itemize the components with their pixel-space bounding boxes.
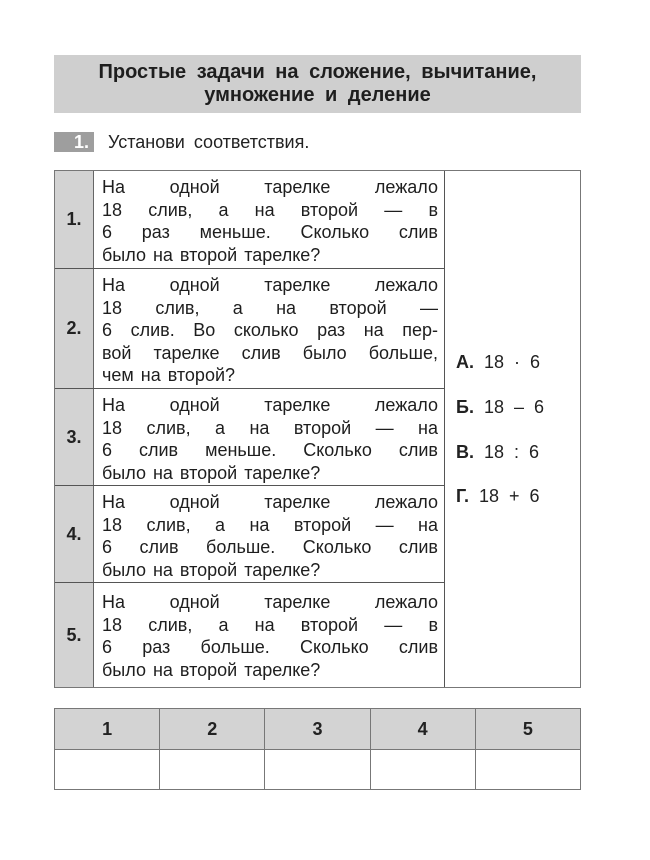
text-line: 18 слив, а на второй — на	[102, 417, 438, 438]
text-line: 18 слив, а на второй — в	[102, 199, 438, 220]
text-line: было на второй тарелке?	[102, 659, 321, 680]
problem-row-4	[55, 486, 444, 583]
problem-number: 3.	[55, 389, 94, 485]
text-line: 6 слив меньше. Сколько слив	[102, 440, 438, 460]
answer-input-row	[55, 750, 581, 790]
text-line: было на второй тарелке?	[102, 462, 321, 483]
problem-row-3	[55, 389, 444, 486]
option-v	[456, 442, 539, 463]
problem-row-1	[55, 171, 444, 269]
text-line: вой тарелке слив было больше,	[102, 342, 438, 363]
answer-header-1: 1	[55, 709, 160, 750]
answer-cell-3[interactable]	[265, 750, 370, 790]
answer-cell-4[interactable]	[370, 750, 475, 790]
answer-header-4: 4	[370, 709, 475, 750]
answer-cell-2[interactable]	[160, 750, 265, 790]
task-header	[54, 131, 309, 153]
answer-header-row	[55, 709, 581, 750]
problem-number: 2.	[55, 269, 94, 388]
option-g	[456, 486, 540, 507]
text-line: 18 слив, а на второй —	[102, 297, 438, 318]
title-line-1: Простые задачи на сложение, вычитание,	[98, 61, 537, 83]
text-line: На одной тарелке лежало	[102, 275, 438, 295]
problem-list	[55, 171, 444, 687]
answer-header-5: 5	[475, 709, 580, 750]
task-instruction: Установи соответствия.	[108, 131, 310, 152]
answer-cell-5[interactable]	[475, 750, 580, 790]
text-line: На одной тарелке лежало	[102, 592, 438, 612]
answer-header-3: 3	[265, 709, 370, 750]
problem-row-2	[55, 269, 444, 389]
problem-number: 4.	[55, 486, 94, 582]
text-line: На одной тарелке лежало	[102, 492, 438, 512]
text-line: чем на второй?	[102, 365, 236, 385]
text-line: 18 слив, а на второй — в	[102, 614, 438, 635]
text-line: 18 слив, а на второй — на	[102, 514, 438, 535]
text-line: было на второй тарелке?	[102, 559, 321, 580]
option-letter: В.	[456, 442, 474, 462]
problem-number: 5.	[55, 583, 94, 687]
option-expression: 18 : 6	[484, 442, 540, 462]
answer-header-2: 2	[160, 709, 265, 750]
problem-text	[94, 486, 444, 582]
option-b	[456, 397, 544, 418]
title-line-2: умножение и деление	[204, 84, 431, 106]
problem-text	[94, 269, 444, 388]
text-line: было на второй тарелке?	[102, 244, 321, 265]
section-title	[54, 55, 581, 113]
problem-text	[94, 171, 444, 268]
problem-number: 1.	[55, 171, 94, 268]
option-letter: А.	[456, 352, 474, 372]
text-line: 6 слив больше. Сколько слив	[102, 537, 438, 557]
option-letter: Г.	[456, 486, 469, 506]
text-line: 6 раз больше. Сколько слив	[102, 637, 438, 657]
answer-cell-1[interactable]	[55, 750, 160, 790]
task-number-badge: 1.	[54, 132, 94, 152]
text-line: На одной тарелке лежало	[102, 395, 438, 415]
matching-table	[54, 170, 581, 688]
option-expression: 18 + 6	[478, 486, 540, 506]
problem-text	[94, 583, 444, 687]
option-expression: 18 · 6	[484, 352, 541, 372]
answer-table	[54, 708, 581, 790]
text-line: 6 раз меньше. Сколько слив	[102, 222, 438, 242]
text-line: На одной тарелке лежало	[102, 177, 438, 197]
option-a	[456, 352, 540, 373]
text-line: 6 слив. Во сколько раз на пер-	[102, 320, 438, 340]
option-expression: 18 – 6	[483, 397, 545, 417]
problem-row-5	[55, 583, 444, 687]
problem-text	[94, 389, 444, 485]
expression-options	[444, 171, 580, 687]
option-letter: Б.	[456, 397, 474, 417]
